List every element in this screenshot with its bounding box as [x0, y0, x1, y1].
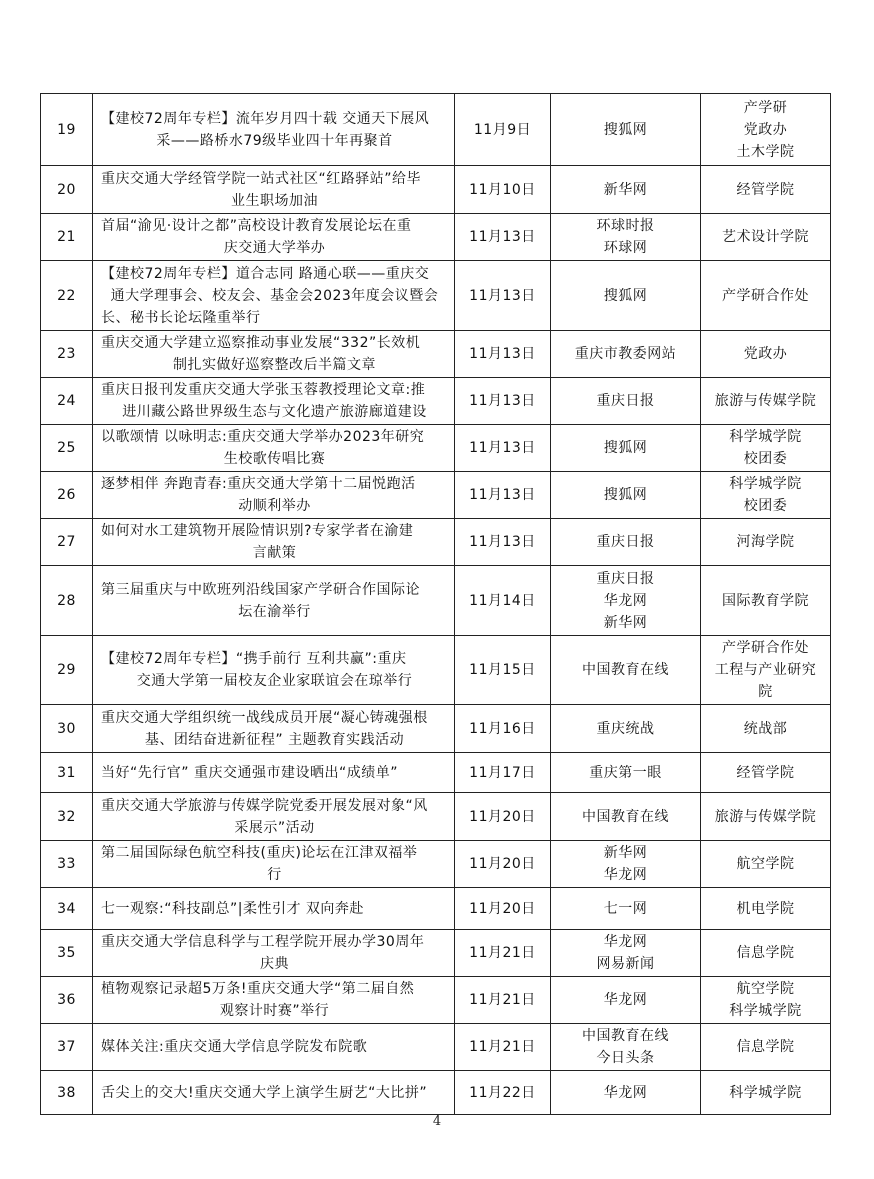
media-line: 搜狐网 — [603, 440, 648, 456]
unit-line: 艺术设计学院 — [722, 229, 809, 245]
title-line: 行 — [267, 867, 282, 883]
table-row — [41, 841, 831, 888]
submitting-unit — [701, 331, 831, 378]
title-line: 首届“渝见·设计之都”高校设计教育发展论坛在重 — [101, 218, 412, 234]
media-line: 华龙网 — [603, 592, 648, 609]
media-line: 华龙网 — [603, 934, 648, 950]
media-line: 中国教育在线 — [582, 1028, 669, 1044]
article-title — [93, 94, 455, 166]
table-row — [41, 1024, 831, 1071]
media-line: 新华网 — [603, 845, 648, 861]
media-outlet — [551, 930, 701, 977]
publish-date: 11月20日 — [455, 793, 551, 841]
publish-date: 11月13日 — [455, 519, 551, 566]
submitting-unit — [701, 1024, 831, 1071]
title-line: 第二届国际绿色航空科技(重庆)论坛在江津双福举 — [101, 845, 418, 861]
title-line: 如何对水工建筑物开展险情识别?专家学者在渝建 — [101, 523, 414, 539]
media-line: 搜狐网 — [603, 287, 648, 304]
unit-line: 科学城学院 — [729, 1003, 802, 1019]
publish-date: 11月13日 — [455, 261, 551, 331]
media-outlet — [551, 977, 701, 1024]
media-line: 新华网 — [603, 614, 648, 631]
table-row — [41, 705, 831, 753]
row-number: 29 — [41, 636, 93, 705]
page-number: 4 — [432, 1114, 442, 1129]
media-line: 重庆市教委网站 — [574, 346, 677, 362]
table-body — [41, 94, 831, 1115]
title-line: 重庆交通大学组织统一战线成员开展“凝心铸魂强根 — [101, 709, 428, 726]
article-title — [93, 841, 455, 888]
article-title — [93, 378, 455, 425]
title-line: 重庆交通大学旅游与传媒学院党委开展发展对象“风 — [101, 797, 428, 814]
unit-line: 产学研 — [743, 99, 788, 116]
media-line: 环球时报 — [596, 218, 655, 234]
submitting-unit — [701, 888, 831, 930]
title-line: 第三届重庆与中欧班列沿线国家产学研合作国际论 — [101, 581, 420, 598]
media-line: 重庆日报 — [596, 534, 655, 550]
title-line: 植物观察记录超5万条!重庆交通大学“第二届自然 — [101, 981, 415, 997]
unit-line: 科学城学院 — [729, 1084, 802, 1101]
row-number: 28 — [41, 566, 93, 636]
article-title — [93, 519, 455, 566]
media-line: 今日头条 — [596, 1050, 655, 1066]
publish-date: 11月14日 — [455, 566, 551, 636]
media-line: 重庆第一眼 — [589, 764, 662, 781]
row-number: 24 — [41, 378, 93, 425]
row-number: 20 — [41, 166, 93, 214]
table-row — [41, 753, 831, 793]
title-line: 庆典 — [260, 956, 289, 972]
publish-date: 11月20日 — [455, 841, 551, 888]
row-number: 31 — [41, 753, 93, 793]
article-title — [93, 214, 455, 261]
unit-line: 科学城学院 — [729, 429, 802, 445]
table-row — [41, 214, 831, 261]
submitting-unit — [701, 793, 831, 841]
publish-date: 11月13日 — [455, 331, 551, 378]
media-outlet — [551, 519, 701, 566]
row-number: 19 — [41, 94, 93, 166]
article-title — [93, 261, 455, 331]
submitting-unit — [701, 472, 831, 519]
submitting-unit — [701, 425, 831, 472]
media-line: 网易新闻 — [596, 956, 655, 972]
publish-date: 11月17日 — [455, 753, 551, 793]
title-line: 进川藏公路世界级生态与文化遗产旅游廊道建设 — [122, 404, 427, 420]
unit-line: 机电学院 — [736, 900, 795, 917]
title-line: 长、秘书长论坛隆重举行 — [101, 309, 261, 326]
title-line: 当好“先行官” 重庆交通强市建设晒出“成绩单” — [101, 764, 398, 781]
unit-line: 校团委 — [743, 451, 788, 467]
table-row — [41, 425, 831, 472]
title-line: 七一观察:“科技副总”|柔性引才 双向奔赴 — [101, 900, 364, 917]
unit-line: 统战部 — [743, 720, 788, 737]
table-row — [41, 378, 831, 425]
article-title — [93, 472, 455, 519]
unit-line: 旅游与传媒学院 — [714, 393, 817, 409]
row-number: 34 — [41, 888, 93, 930]
article-title — [93, 1071, 455, 1115]
media-line: 重庆日报 — [596, 393, 655, 409]
media-outlet — [551, 166, 701, 214]
submitting-unit — [701, 566, 831, 636]
media-line: 重庆统战 — [596, 720, 655, 737]
media-line: 中国教育在线 — [582, 808, 669, 825]
unit-line: 产学研合作处 — [722, 640, 809, 656]
article-title — [93, 166, 455, 214]
submitting-unit — [701, 261, 831, 331]
row-number: 23 — [41, 331, 93, 378]
media-line: 搜狐网 — [603, 487, 648, 503]
table-row — [41, 1071, 831, 1115]
submitting-unit — [701, 753, 831, 793]
title-line: 重庆交通大学建立巡察推动事业发展“332”长效机 — [101, 335, 421, 351]
publish-date: 11月20日 — [455, 888, 551, 930]
title-line: 制扎实做好巡察整改后半篇文章 — [173, 357, 376, 373]
row-number: 25 — [41, 425, 93, 472]
unit-line: 信息学院 — [736, 1039, 795, 1055]
row-number: 27 — [41, 519, 93, 566]
title-line: 庆交通大学举办 — [223, 240, 326, 256]
media-outlet — [551, 1024, 701, 1071]
publish-date: 11月13日 — [455, 472, 551, 519]
unit-line: 工程与产业研究 — [714, 662, 817, 678]
title-line: 基、团结奋进新征程” 主题教育实践活动 — [144, 731, 405, 748]
unit-line: 国际教育学院 — [722, 592, 809, 609]
publish-date: 11月22日 — [455, 1071, 551, 1115]
article-title — [93, 753, 455, 793]
media-line: 新华网 — [603, 181, 648, 198]
article-title — [93, 566, 455, 636]
title-line: 采展示”活动 — [234, 819, 315, 836]
submitting-unit — [701, 930, 831, 977]
submitting-unit — [701, 519, 831, 566]
media-line: 华龙网 — [603, 1084, 648, 1101]
title-line: 生校歌传唱比赛 — [223, 451, 326, 467]
table-row — [41, 519, 831, 566]
unit-line: 党政办 — [743, 346, 788, 362]
publish-date: 11月13日 — [455, 425, 551, 472]
title-line: 【建校72周年专栏】道合志同 路通心联——重庆交 — [101, 265, 430, 282]
unit-line: 土木学院 — [736, 143, 795, 160]
publish-date: 11月21日 — [455, 977, 551, 1024]
row-number: 37 — [41, 1024, 93, 1071]
article-title — [93, 636, 455, 705]
unit-line: 科学城学院 — [729, 476, 802, 492]
publish-date: 11月9日 — [455, 94, 551, 166]
publish-date: 11月21日 — [455, 1024, 551, 1071]
media-line: 华龙网 — [603, 867, 648, 883]
media-outlet — [551, 566, 701, 636]
media-line: 中国教育在线 — [582, 662, 669, 678]
table-row — [41, 793, 831, 841]
news-coverage-table — [40, 93, 831, 1115]
publish-date: 11月15日 — [455, 636, 551, 705]
table-row — [41, 166, 831, 214]
unit-line: 院 — [758, 684, 773, 700]
media-outlet — [551, 636, 701, 705]
row-number: 35 — [41, 930, 93, 977]
submitting-unit — [701, 841, 831, 888]
media-outlet — [551, 888, 701, 930]
title-line: 动顺利举办 — [238, 498, 311, 514]
title-line: 重庆交通大学经管学院一站式社区“红路驿站”给毕 — [101, 170, 422, 187]
unit-line: 经管学院 — [736, 181, 795, 198]
submitting-unit — [701, 705, 831, 753]
submitting-unit — [701, 166, 831, 214]
article-title — [93, 1024, 455, 1071]
media-outlet — [551, 753, 701, 793]
submitting-unit — [701, 977, 831, 1024]
row-number: 30 — [41, 705, 93, 753]
title-line: 重庆交通大学信息科学与工程学院开展办学30周年 — [101, 934, 425, 950]
unit-line: 产学研合作处 — [722, 287, 809, 304]
media-outlet — [551, 841, 701, 888]
article-title — [93, 977, 455, 1024]
table-row — [41, 977, 831, 1024]
table-row — [41, 888, 831, 930]
title-line: 以歌颂情 以咏明志:重庆交通大学举办2023年研究 — [101, 429, 425, 445]
row-number: 32 — [41, 793, 93, 841]
title-line: 媒体关注:重庆交通大学信息学院发布院歌 — [101, 1039, 368, 1055]
title-line: 采——路桥水79级毕业四十年再聚首 — [156, 132, 393, 149]
table-row — [41, 261, 831, 331]
submitting-unit — [701, 94, 831, 166]
row-number: 22 — [41, 261, 93, 331]
table-row — [41, 636, 831, 705]
media-outlet — [551, 331, 701, 378]
media-outlet — [551, 378, 701, 425]
title-line: 观察计时赛”举行 — [219, 1003, 330, 1019]
unit-line: 河海学院 — [736, 534, 795, 550]
media-line: 七一网 — [603, 900, 648, 917]
article-title — [93, 705, 455, 753]
publish-date: 11月21日 — [455, 930, 551, 977]
article-title — [93, 930, 455, 977]
media-outlet — [551, 472, 701, 519]
unit-line: 党政办 — [743, 121, 788, 138]
title-line: 【建校72周年专栏】流年岁月四十载 交通天下展风 — [101, 110, 430, 127]
media-outlet — [551, 1071, 701, 1115]
media-line: 重庆日报 — [596, 570, 655, 587]
article-title — [93, 793, 455, 841]
media-outlet — [551, 425, 701, 472]
submitting-unit — [701, 214, 831, 261]
media-line: 华龙网 — [603, 992, 648, 1008]
table-row — [41, 472, 831, 519]
table-row — [41, 930, 831, 977]
media-line: 环球网 — [603, 240, 648, 256]
table-row — [41, 331, 831, 378]
media-outlet — [551, 214, 701, 261]
table-row — [41, 566, 831, 636]
title-line: 通大学理事会、校友会、基金会2023年度会议暨会 — [110, 287, 439, 304]
table-row — [41, 94, 831, 166]
unit-line: 旅游与传媒学院 — [714, 808, 817, 825]
submitting-unit — [701, 378, 831, 425]
unit-line: 航空学院 — [736, 856, 795, 872]
media-outlet — [551, 94, 701, 166]
publish-date: 11月13日 — [455, 214, 551, 261]
unit-line: 经管学院 — [736, 764, 795, 781]
article-title — [93, 888, 455, 930]
media-outlet — [551, 793, 701, 841]
unit-line: 航空学院 — [736, 981, 795, 997]
unit-line: 校团委 — [743, 498, 788, 514]
title-line: 舌尖上的交大!重庆交通大学上演学生厨艺“大比拼” — [101, 1084, 428, 1101]
row-number: 38 — [41, 1071, 93, 1115]
publish-date: 11月13日 — [455, 378, 551, 425]
title-line: 业生职场加油 — [231, 192, 318, 209]
row-number: 26 — [41, 472, 93, 519]
article-title — [93, 425, 455, 472]
title-line: 言献策 — [252, 545, 297, 561]
unit-line: 信息学院 — [736, 945, 795, 961]
publish-date: 11月10日 — [455, 166, 551, 214]
media-outlet — [551, 261, 701, 331]
title-line: 重庆日报刊发重庆交通大学张玉蓉教授理论文章:推 — [101, 382, 426, 398]
submitting-unit — [701, 1071, 831, 1115]
title-line: 逐梦相伴 奔跑青春:重庆交通大学第十二届悦跑活 — [101, 476, 416, 492]
row-number: 33 — [41, 841, 93, 888]
submitting-unit — [701, 636, 831, 705]
row-number: 21 — [41, 214, 93, 261]
title-line: 交通大学第一届校友企业家联谊会在琼举行 — [136, 673, 413, 689]
row-number: 36 — [41, 977, 93, 1024]
publish-date: 11月16日 — [455, 705, 551, 753]
title-line: 【建校72周年专栏】“携手前行 互利共赢”:重庆 — [101, 651, 407, 667]
media-line: 搜狐网 — [603, 121, 648, 138]
media-outlet — [551, 705, 701, 753]
article-title — [93, 331, 455, 378]
title-line: 坛在渝举行 — [238, 603, 311, 620]
